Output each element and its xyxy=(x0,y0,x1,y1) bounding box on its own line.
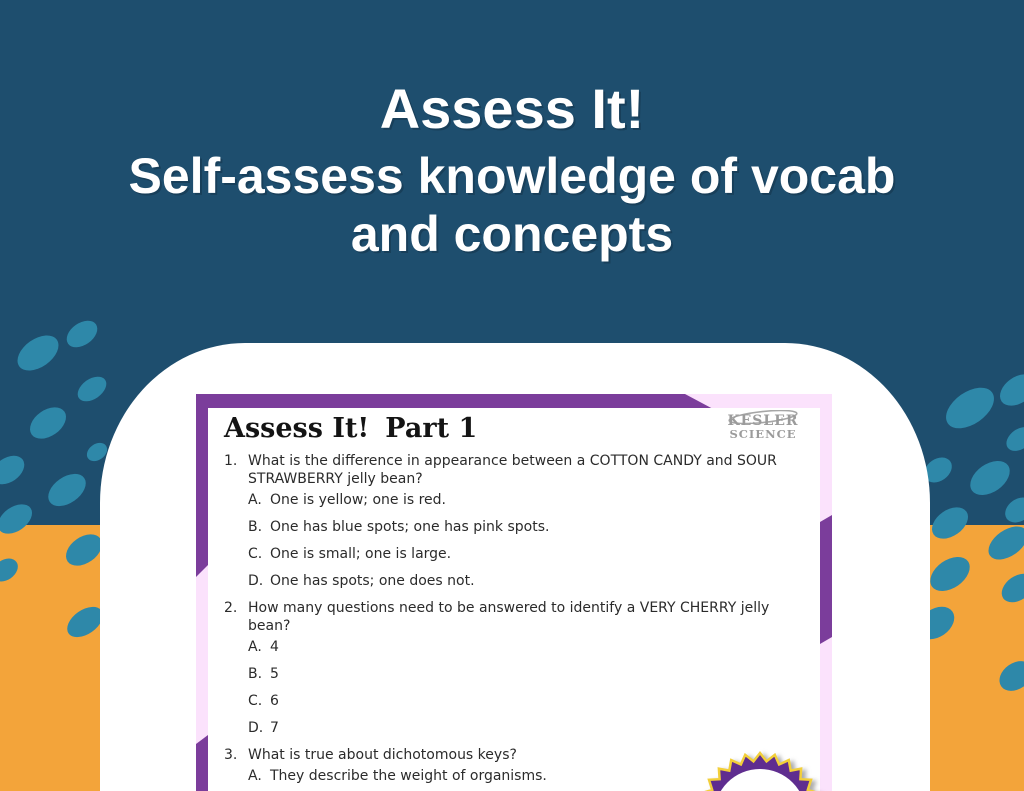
starburst-seal xyxy=(685,746,832,791)
option-text: 6 xyxy=(270,693,279,709)
option-letter: C. xyxy=(248,693,263,709)
option-text: One has blue spots; one has pink spots. xyxy=(270,519,550,535)
question-list xyxy=(224,452,804,785)
question-text: What is true about dichotomous keys? xyxy=(248,747,517,763)
worksheet-border-left-lower xyxy=(196,735,208,791)
option-letter: D. xyxy=(248,573,264,589)
teal-dot xyxy=(964,454,1016,502)
worksheet-content xyxy=(208,408,820,791)
question-number: 2. xyxy=(224,600,238,616)
teal-dot xyxy=(24,401,72,445)
option-text: 4 xyxy=(270,639,279,655)
worksheet-title xyxy=(224,412,804,446)
answer-option xyxy=(248,572,804,590)
option-text: They describe the weight of organisms. xyxy=(270,768,547,784)
teal-dot xyxy=(11,328,65,377)
answer-option xyxy=(248,545,804,563)
hero-title: Assess It! xyxy=(379,77,645,140)
answer-option xyxy=(248,491,804,509)
worksheet-title-part: Part 1 xyxy=(385,413,478,444)
question xyxy=(224,599,804,737)
question-number: 1. xyxy=(224,453,238,469)
worksheet-title-row xyxy=(224,412,804,448)
option-letter: A. xyxy=(248,492,262,508)
option-letter: C. xyxy=(248,546,263,562)
answer-option xyxy=(248,719,804,737)
teal-dot xyxy=(42,467,91,512)
hero-subtitle: Self-assess knowledge of vocab and concepts xyxy=(128,148,896,262)
logo-line2: SCIENCE xyxy=(729,427,797,441)
option-text: 5 xyxy=(270,666,279,682)
worksheet-title-main: Assess It! xyxy=(224,413,370,444)
worksheet-border-right xyxy=(820,515,832,644)
teal-dot xyxy=(939,379,1002,436)
option-letter: B. xyxy=(248,519,263,535)
option-letter: D. xyxy=(248,720,264,736)
question-text: How many questions need to be answered to identify a VERY CHERRY jelly bean? xyxy=(248,600,770,634)
teal-dot xyxy=(1000,492,1024,527)
answer-option xyxy=(248,692,804,710)
question xyxy=(224,452,804,590)
question-text: What is the difference in appearance between a COTTON CANDY and SOUR STRAWBERRY jelly bean? xyxy=(248,453,777,487)
option-text: 7 xyxy=(270,720,279,736)
option-text: One is small; one is large. xyxy=(270,546,452,562)
teal-dot xyxy=(73,372,111,407)
option-letter: B. xyxy=(248,666,263,682)
teal-dot xyxy=(994,368,1024,412)
option-text: One has spots; one does not. xyxy=(270,573,475,589)
kesler-science-logo xyxy=(724,414,802,441)
teal-dot xyxy=(62,315,102,353)
teal-dot xyxy=(0,450,30,490)
logo-line1: KESLER xyxy=(727,413,799,429)
answer-option xyxy=(248,665,804,683)
question-number: 3. xyxy=(224,747,238,763)
option-text: One is yellow; one is red. xyxy=(270,492,446,508)
teal-dot xyxy=(1002,422,1024,456)
option-letter: A. xyxy=(248,768,262,784)
answer-option xyxy=(248,518,804,536)
option-letter: A. xyxy=(248,639,262,655)
worksheet-page xyxy=(196,394,832,791)
worksheet-border-left xyxy=(196,394,208,577)
answer-option xyxy=(248,638,804,656)
